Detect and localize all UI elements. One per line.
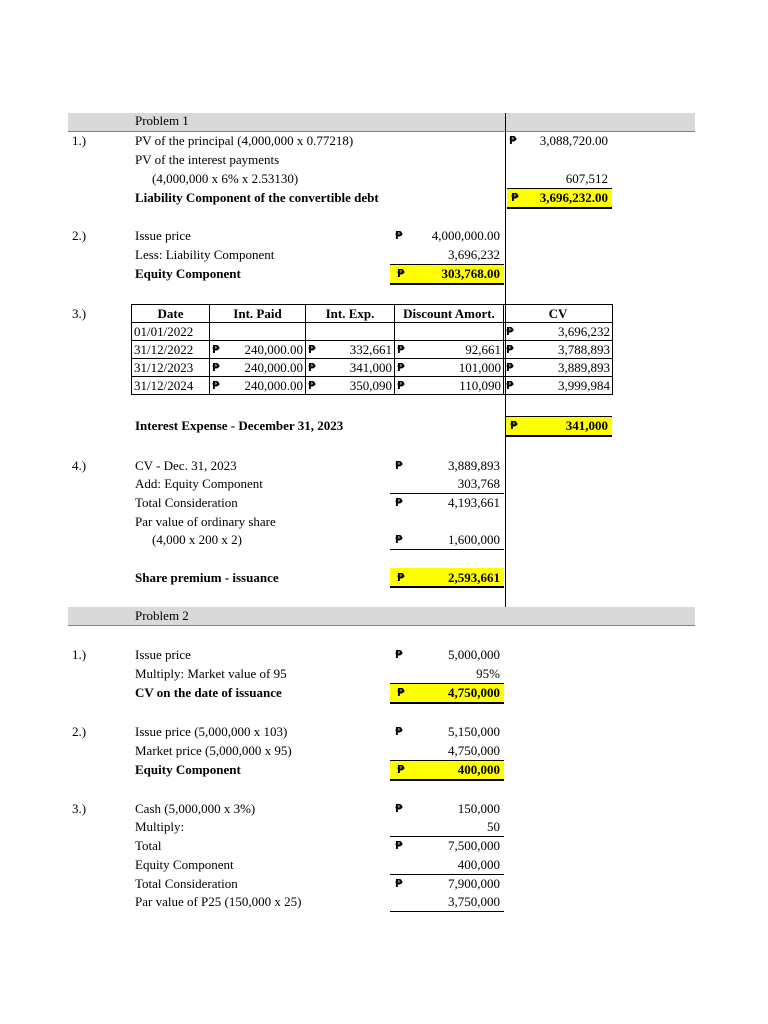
p1-cv-label: CV - Dec. 31, 2023 — [135, 458, 237, 473]
p1-liability-value: 3,696,232.00 — [539, 190, 608, 205]
cell-int-paid — [210, 323, 306, 341]
p2-cash-value: 150,000 — [457, 801, 500, 816]
peso-sign: ₱ — [397, 686, 405, 699]
p2-cash-label: Cash (5,000,000 x 3%) — [135, 801, 256, 816]
peso-sign: ₱ — [510, 419, 518, 432]
p2-issue-price-value: 5,000,000 — [448, 647, 500, 662]
header-cv: CV — [504, 305, 613, 323]
cv-value: 3,696,232 — [558, 324, 610, 339]
peso-sign: ₱ — [397, 379, 405, 392]
table-row — [132, 377, 613, 395]
p1-interest-expense-label: Interest Expense - December 31, 2023 — [135, 418, 344, 433]
peso-sign: ₱ — [308, 343, 316, 356]
peso-sign: ₱ — [395, 648, 403, 661]
cell-date: 01/01/2022 — [132, 323, 210, 341]
header-discount-amort: Discount Amort. — [395, 305, 504, 323]
amort-value: 92,661 — [465, 342, 501, 357]
cell-date: 31/12/2023 — [132, 359, 210, 377]
p2-equity-label: Equity Component — [135, 762, 241, 777]
peso-sign: ₱ — [395, 802, 403, 815]
peso-sign: ₱ — [397, 571, 405, 584]
p1-pv-interest-label: PV of the interest payments — [135, 152, 280, 167]
peso-sign: ₱ — [395, 496, 403, 509]
cv-value: 3,889,893 — [558, 360, 610, 375]
peso-sign: ₱ — [397, 763, 405, 776]
p2-total-label: Total — [135, 838, 162, 853]
p1-pv-principal-value: 3,088,720.00 — [539, 133, 608, 148]
peso-sign: ₱ — [511, 191, 519, 204]
cell-cv — [504, 341, 613, 359]
sum-underline — [390, 911, 504, 912]
p2-multiply-label: Multiply: Market value of 95 — [135, 666, 287, 681]
problem2-title: Problem 2 — [135, 608, 189, 623]
peso-sign: ₱ — [308, 379, 316, 392]
int-exp-value: 341,000 — [349, 360, 392, 375]
p1-liability-label: Liability Component of the convertible debt — [135, 190, 379, 205]
p2-par-value-label: Par value of P25 (150,000 x 25) — [135, 894, 302, 909]
p2-q1-number: 1.) — [72, 647, 87, 662]
p1-pv-interest-detail: (4,000,000 x 6% x 2.53130) — [152, 171, 299, 186]
peso-sign: ₱ — [506, 361, 514, 374]
amortization-table — [131, 304, 613, 395]
p1-share-premium-value: 2,593,661 — [448, 570, 500, 585]
p2-multiply-value: 95% — [476, 666, 500, 681]
peso-sign: ₱ — [395, 839, 403, 852]
peso-sign: ₱ — [397, 267, 405, 280]
peso-sign: ₱ — [395, 725, 403, 738]
p2-issue-price-label: Issue price — [135, 647, 191, 662]
p1-less-liability-label: Less: Liability Component — [135, 247, 275, 262]
p2-issue-price-103-label: Issue price (5,000,000 x 103) — [135, 724, 288, 739]
p2-total-consideration-value: 7,900,000 — [448, 876, 500, 891]
cell-int-exp — [306, 377, 395, 395]
problem1-title: Problem 1 — [135, 113, 189, 128]
cell-int-paid — [210, 359, 306, 377]
p1-equity-label: Equity Component — [135, 266, 241, 281]
p1-q3-number: 3.) — [72, 306, 87, 321]
p1-pv-interest-value: 607,512 — [565, 171, 608, 186]
p1-issue-price-value: 4,000,000.00 — [431, 228, 500, 243]
table-row — [132, 323, 613, 341]
cell-discount-amort — [395, 359, 504, 377]
peso-sign: ₱ — [212, 343, 220, 356]
p1-pv-principal-label: PV of the principal (4,000,000 x 0.77218) — [135, 133, 354, 148]
cell-int-paid — [210, 377, 306, 395]
p2-multiply2-value: 50 — [487, 819, 500, 834]
cv-value: 3,999,984 — [558, 378, 610, 393]
p1-cv-value: 3,889,893 — [448, 458, 500, 473]
table-row — [132, 341, 613, 359]
cell-discount-amort — [395, 377, 504, 395]
int-paid-value: 240,000.00 — [244, 378, 303, 393]
peso-sign: ₱ — [212, 379, 220, 392]
p1-q1-number: 1.) — [72, 133, 87, 148]
p2-total-value: 7,500,000 — [448, 838, 500, 853]
p2-cv-issuance-value: 4,750,000 — [448, 685, 500, 700]
p1-par-value-label: Par value of ordinary share — [135, 514, 276, 529]
p2-market-price-value: 4,750,000 — [448, 743, 500, 758]
p2-multiply2-label: Multiply: — [135, 819, 185, 834]
cell-date: 31/12/2024 — [132, 377, 210, 395]
peso-sign: ₱ — [395, 533, 403, 546]
peso-sign: ₱ — [506, 325, 514, 338]
p2-q2-number: 2.) — [72, 724, 87, 739]
p1-par-value-value: 1,600,000 — [448, 532, 500, 547]
peso-sign: ₱ — [395, 229, 403, 242]
peso-sign: ₱ — [395, 877, 403, 890]
cell-discount-amort — [395, 341, 504, 359]
cell-int-paid — [210, 341, 306, 359]
amort-value: 110,090 — [459, 378, 501, 393]
p2-par-value-value: 3,750,000 — [448, 894, 500, 909]
p2-cv-issuance-label: CV on the date of issuance — [135, 685, 282, 700]
p1-add-equity-label: Add: Equity Component — [135, 476, 263, 491]
p1-equity-value: 303,768.00 — [441, 266, 500, 281]
cell-cv — [504, 323, 613, 341]
cell-int-exp — [306, 341, 395, 359]
header-date: Date — [132, 305, 210, 323]
p2-total-consideration-label: Total Consideration — [135, 876, 238, 891]
p1-q2-number: 2.) — [72, 228, 87, 243]
p1-q4-number: 4.) — [72, 458, 87, 473]
peso-sign: ₱ — [397, 343, 405, 356]
int-paid-value: 240,000.00 — [244, 342, 303, 357]
int-paid-value: 240,000.00 — [244, 360, 303, 375]
cv-value: 3,788,893 — [558, 342, 610, 357]
int-exp-value: 350,090 — [349, 378, 392, 393]
cell-int-exp — [306, 323, 395, 341]
cell-int-exp — [306, 359, 395, 377]
p1-share-premium-label: Share premium - issuance — [135, 570, 279, 585]
amort-value: 101,000 — [458, 360, 501, 375]
table-header-row — [132, 305, 613, 323]
p2-equity-component-value: 400,000 — [457, 857, 500, 872]
p1-total-consideration-label: Total Consideration — [135, 495, 238, 510]
column-divider — [505, 113, 506, 607]
p2-equity-component-label: Equity Component — [135, 857, 234, 872]
int-exp-value: 332,661 — [349, 342, 392, 357]
p1-par-value-detail: (4,000 x 200 x 2) — [152, 532, 242, 547]
peso-sign: ₱ — [308, 361, 316, 374]
p1-issue-price-label: Issue price — [135, 228, 191, 243]
p1-add-equity-value: 303,768 — [457, 476, 500, 491]
p2-issue-price-103-value: 5,150,000 — [448, 724, 500, 739]
cell-cv — [504, 359, 613, 377]
p1-interest-expense-value: 341,000 — [565, 418, 608, 433]
peso-sign: ₱ — [397, 361, 405, 374]
p1-total-consideration-value: 4,193,661 — [448, 495, 500, 510]
sum-underline — [390, 549, 504, 550]
peso-sign: ₱ — [395, 459, 403, 472]
peso-sign: ₱ — [506, 379, 514, 392]
cell-discount-amort — [395, 323, 504, 341]
p2-equity-value: 400,000 — [457, 762, 500, 777]
p1-less-liability-value: 3,696,232 — [448, 247, 500, 262]
peso-sign: ₱ — [212, 361, 220, 374]
cell-cv — [504, 377, 613, 395]
p2-market-price-label: Market price (5,000,000 x 95) — [135, 743, 292, 758]
p2-q3-number: 3.) — [72, 801, 87, 816]
cell-date: 31/12/2022 — [132, 341, 210, 359]
peso-sign: ₱ — [506, 343, 514, 356]
header-int-paid: Int. Paid — [210, 305, 306, 323]
peso-sign: ₱ — [509, 134, 517, 147]
header-int-exp: Int. Exp. — [306, 305, 395, 323]
table-row — [132, 359, 613, 377]
